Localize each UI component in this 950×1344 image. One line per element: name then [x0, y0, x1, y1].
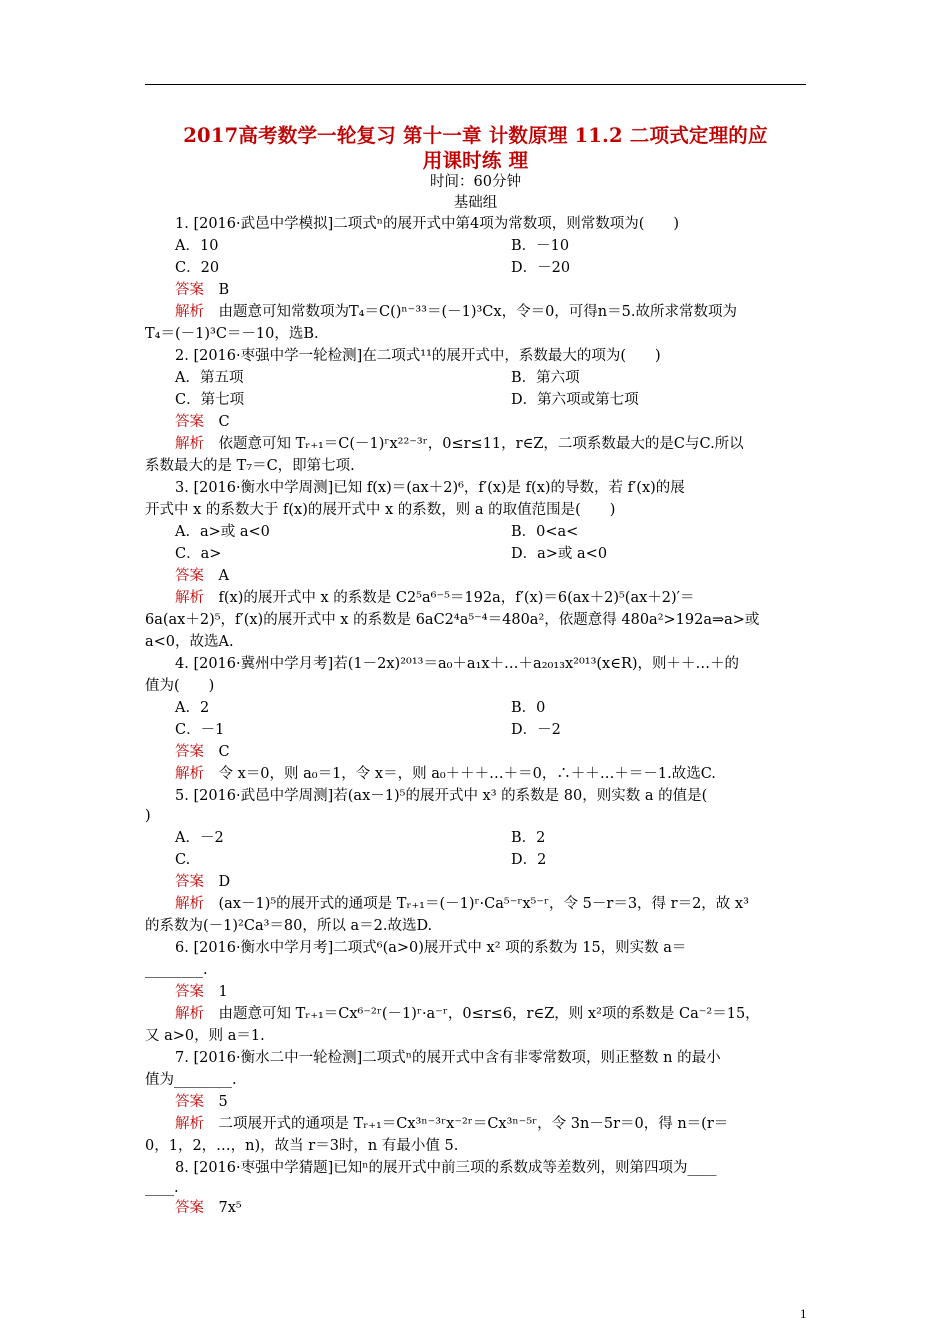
- question-2: 2. [2016·枣强中学一轮检测]在二项式¹¹的展开式中，系数最大的项为( ): [175, 348, 661, 364]
- question-6a: 6. [2016·衡水中学月考]二项式⁶(a>0)展开式中 x² 项的系数为 15，则实数 a＝: [175, 940, 687, 956]
- question-5b: ): [145, 808, 151, 824]
- option-1d: D．－20: [511, 260, 571, 276]
- option-4b: B．0: [511, 700, 546, 716]
- explanation-3c: a<0，故选A.: [145, 634, 234, 650]
- answer-4: 答案 C: [175, 744, 230, 760]
- explanation-4a: 解析 令 x＝0，则 a₀＝1，令 x＝，则 a₀＋＋＋…＋＝0，∴＋＋…＋＝－1.故选C.: [175, 766, 716, 782]
- answer-3: 答案 A: [175, 568, 229, 584]
- option-4a: A．2: [175, 700, 210, 716]
- option-4d: D．－2: [511, 722, 561, 738]
- explanation-6a: 解析 由题意可知 Tᵣ₊₁＝Cx⁶⁻²ʳ(－1)ʳ·a⁻ʳ，0≤r≤6，r∈Z，则 x²项的系数是 Ca⁻²＝15，: [175, 1006, 760, 1022]
- explanation-3b: 6a(ax＋2)⁵，f′(x)的展开式中 x 的系数是 6aC2⁴a⁵⁻⁴＝480a²，依题意得 480a²>192a⇒a>或: [145, 612, 760, 628]
- option-2b: B．第六项: [511, 370, 580, 386]
- option-5b: B．2: [511, 830, 546, 846]
- option-1c: C．20: [175, 260, 220, 276]
- explanation-1b: T₄＝(－1)³C＝－10，选B.: [145, 326, 319, 342]
- option-5d: D．2: [511, 852, 547, 868]
- group-label: 基础组: [453, 195, 498, 211]
- question-1: 1. [2016·武邑中学模拟]二项式ⁿ的展开式中第4项为常数项，则常数项为( ): [175, 216, 680, 232]
- question-4b: 值为( ): [145, 678, 215, 694]
- doc-title-line1: 2017高考数学一轮复习 第十一章 计数原理 11.2 二项式定理的应: [183, 124, 768, 147]
- option-1b: B．－10: [511, 238, 570, 254]
- header-rule: [145, 84, 806, 85]
- doc-title-line2: 用课时练 理: [422, 149, 529, 172]
- question-6b: ________.: [145, 962, 208, 978]
- question-5a: 5. [2016·武邑中学周测]若(ax－1)⁵的展开式中 x³ 的系数是 80，则实数 a 的值是(: [175, 788, 708, 804]
- answer-7: 答案 5: [175, 1094, 228, 1110]
- option-3a: A．a>或 a<0: [175, 524, 270, 540]
- explanation-2b: 系数最大的是 T₇＝C，即第七项.: [145, 458, 355, 474]
- option-5a: A．－2: [175, 830, 224, 846]
- option-4c: C．－1: [175, 722, 225, 738]
- question-7b: 值为________.: [145, 1072, 237, 1088]
- option-2a: A．第五项: [175, 370, 244, 386]
- explanation-7b: 0，1，2，…，n)，故当 r＝3时，n 有最小值 5.: [145, 1138, 459, 1154]
- answer-1: 答案 B: [175, 282, 230, 298]
- answer-2: 答案 C: [175, 414, 230, 430]
- option-3c: C．a>: [175, 546, 222, 562]
- question-3a: 3. [2016·衡水中学周测]已知 f(x)＝(ax＋2)⁶，f′(x)是 f(x)的导数，若 f′(x)的展: [175, 480, 685, 496]
- option-5c: C.: [175, 852, 191, 868]
- explanation-6b: 又 a>0，则 a＝1.: [145, 1028, 265, 1044]
- option-3b: B．0<a<: [511, 524, 579, 540]
- option-2d: D．第六项或第七项: [511, 392, 639, 408]
- answer-5: 答案 D: [175, 874, 231, 890]
- question-7a: 7. [2016·衡水二中一轮检测]二项式ⁿ的展开式中含有非零常数项，则正整数 n 的最小: [175, 1050, 721, 1066]
- explanation-1a: 解析 由题意可知常数项为T₄＝C()ⁿ⁻³³＝(－1)³Cx，令＝0，可得n＝5.故所求常数项为: [175, 304, 737, 320]
- question-4a: 4. [2016·冀州中学月考]若(1－2x)²⁰¹³＝a₀＋a₁x＋…＋a₂₀₁₃x²⁰¹³(x∈R)，则＋＋…＋的: [175, 656, 740, 672]
- option-1a: A．10: [175, 238, 219, 254]
- question-8a: 8. [2016·枣强中学猜题]已知ⁿ的展开式中前三项的系数成等差数列，则第四项为____: [175, 1160, 717, 1176]
- explanation-5a: 解析 (ax－1)⁵的展开式的通项是 Tᵣ₊₁＝(－1)ʳ·Ca⁵⁻ʳx⁵⁻ʳ，令 5－r＝3，得 r＝2，故 x³: [175, 896, 749, 912]
- answer-8: 答案 7x⁵: [175, 1200, 242, 1216]
- option-2c: C．第七项: [175, 392, 245, 408]
- explanation-5b: 的系数为(－1)²Ca³＝80，所以 a＝2.故选D.: [145, 918, 433, 934]
- answer-6: 答案 1: [175, 984, 228, 1000]
- question-8b: ____.: [145, 1180, 179, 1196]
- explanation-3a: 解析 f(x)的展开式中 x 的系数是 C2⁵a⁶⁻⁵＝192a，f′(x)＝6(ax＋2)⁵(ax＋2)′＝: [175, 590, 695, 606]
- time-label: 时间：60分钟: [430, 174, 521, 190]
- explanation-7a: 解析 二项展开式的通项是 Tᵣ₊₁＝Cx³ⁿ⁻³ʳx⁻²ʳ＝Cx³ⁿ⁻⁵ʳ，令 3n－5r＝0，得 n＝(r＝: [175, 1116, 729, 1132]
- question-3b: 开式中 x 的系数大于 f(x)的展开式中 x 的系数，则 a 的取值范围是( ): [145, 502, 616, 518]
- explanation-2a: 解析 依题意可知 Tᵣ₊₁＝C(－1)ʳx²²⁻³ʳ，0≤r≤11，r∈Z，二项系数最大的是C与C.所以: [175, 436, 744, 452]
- page-number: 1: [800, 1306, 807, 1321]
- option-3d: D．a>或 a<0: [511, 546, 608, 562]
